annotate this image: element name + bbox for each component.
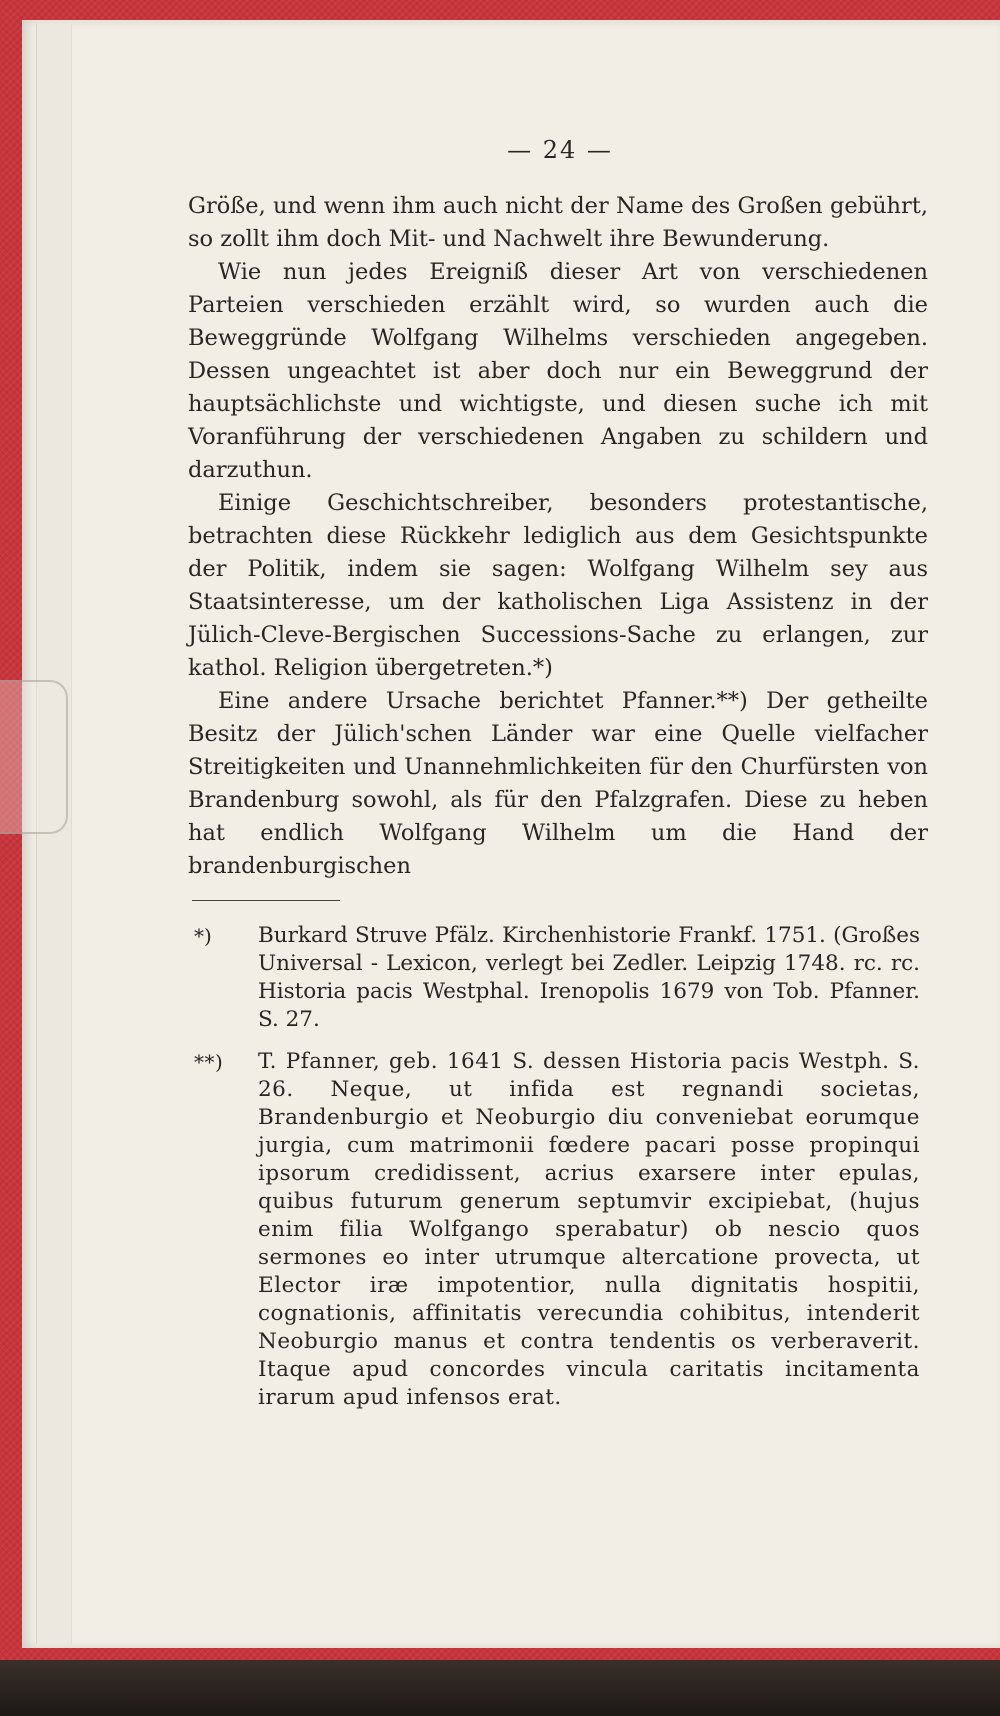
- footnote: [190, 1048, 920, 1412]
- background-shadow: [0, 1660, 1000, 1716]
- footnote-mark: **): [194, 1050, 224, 1074]
- footnote-divider: [192, 900, 340, 901]
- main-text: [188, 190, 928, 883]
- page-number: — 24 —: [507, 136, 613, 164]
- paragraph: Einige Geschichtschreiber, besonders protestantische, betrachten diese Rückkehr lediglich aus dem Gesichtspunkte der Politik, indem sie sagen: Wolfgang Wilhelm sey aus Staatsinteresse, um der katholischen Liga Assistenz in der Jülich-Cleve-Bergischen Successions-Sache zu erlangen, zur kathol. Religion übergetreten.*): [188, 490, 928, 681]
- footnote: [190, 922, 920, 1034]
- footnotes: [190, 922, 920, 1426]
- page-clip: [0, 680, 68, 834]
- paragraph: Wie nun jedes Ereigniß dieser Art von verschiedenen Parteien verschieden erzählt wird, so wurden auch die Beweggründe Wolfgang Wilhelms verschieden angegeben. Dessen ungeachtet ist aber doch nur ein Beweggrund der hauptsächlichste und wichtigste, und diesen suche ich mit Voranführung der verschiedenen Angaben zu schildern und darzuthun.: [188, 259, 928, 483]
- footnote-text: Burkard Struve Pfälz. Kirchenhistorie Frankf. 1751. (Großes Universal - Lexicon, verlegt bei Zedler. Leipzig 1748. rc. rc. Historia pacis Westphal. Irenopolis 1679 von Tob. Pfanner. S. 27.: [258, 923, 920, 1032]
- paragraph: Größe, und wenn ihm auch nicht der Name des Großen gebührt, so zollt ihm doch Mit- und Nachwelt ihre Bewunderung.: [188, 193, 928, 252]
- footnote-mark: *): [194, 924, 212, 948]
- paragraph: Eine andere Ursache berichtet Pfanner.**) Der getheilte Besitz der Jülich'schen Länder war eine Quelle vielfacher Streitigkeiten und Unannehmlichkeiten für den Churfürsten von Brandenburg sowohl, als für den Pfalzgrafen. Diese zu heben hat endlich Wolfgang Wilhelm um die Hand der brandenburgischen: [188, 688, 928, 879]
- page-gutter: [36, 24, 72, 1644]
- footnote-text: T. Pfanner, geb. 1641 S. dessen Historia pacis Westph. S. 26. Neque, ut infida est regnandi societas, Brandenburgio et Neoburgio diu conveniebat eorumque jurgia, cum matrimonii fœdere pacari posse propinqui ipsorum credidissent, acrius exarsere inter epulas, quibus futurum generum septumvir excipiebat, (hujus enim filia Wolfgango sperabatur) ob nescio quos sermones eo inter utrumque altercatione provecta, ut Elector iræ impotentior, nulla dignitatis hospitii, cognationis, affinitatis verecundia cohibitus, intenderit Neoburgio manus et contra tendentis os verberaverit. Itaque apud concordes vincula caritatis incitamenta irarum apud infensos erat.: [258, 1049, 920, 1410]
